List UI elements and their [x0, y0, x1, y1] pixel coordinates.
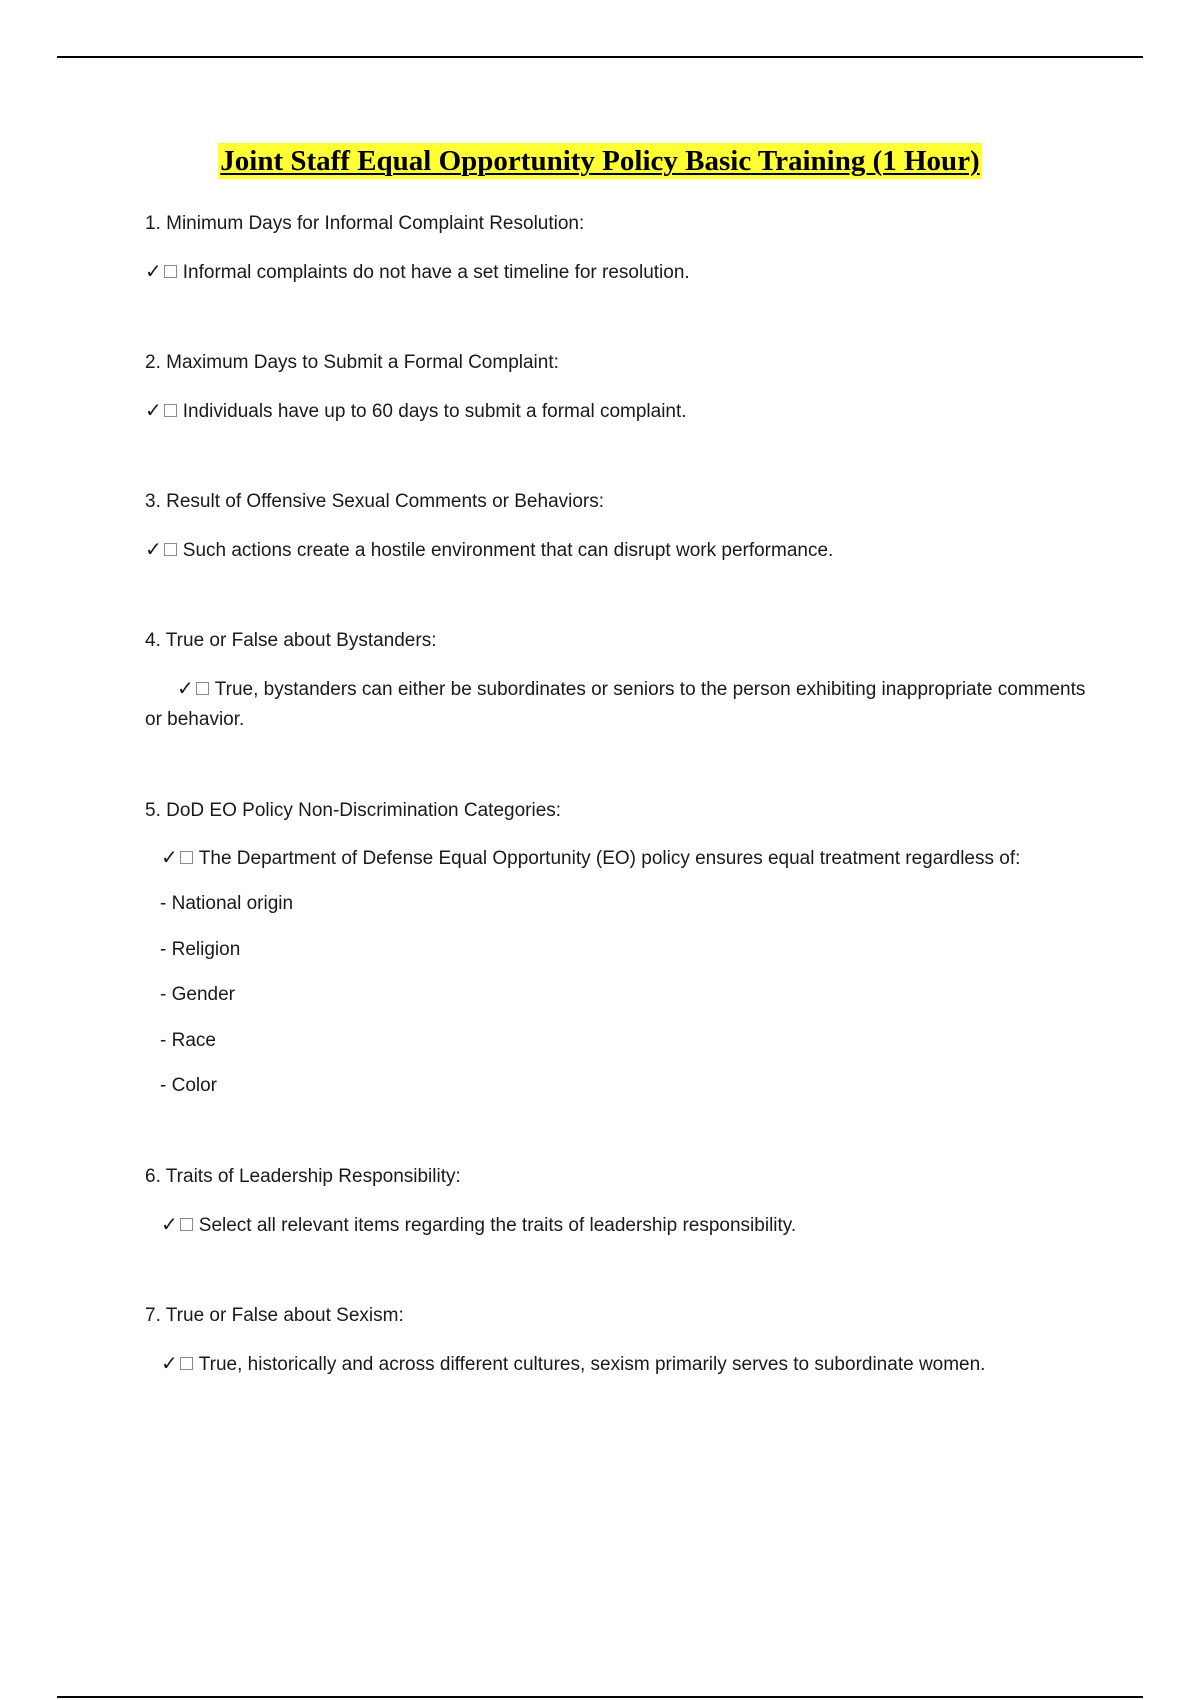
answer-1 — [145, 257, 1090, 288]
checkbox-icon — [180, 851, 193, 864]
document-title: Joint Staff Equal Opportunity Policy Basic Training (1 Hour) — [220, 145, 980, 177]
checkbox-icon — [180, 1218, 193, 1231]
question-3: 3. Result of Offensive Sexual Comments or Behaviors: — [145, 491, 605, 512]
question-5: 5. DoD EO Policy Non-Discrimination Categories: — [145, 800, 562, 821]
check-mark-icon: ✓ — [161, 1214, 178, 1236]
checkbox-icon — [196, 682, 209, 695]
check-mark-icon: ✓ — [161, 1353, 178, 1375]
top-rule — [57, 56, 1143, 58]
question-1: 1. Minimum Days for Informal Complaint Resolution: — [145, 213, 585, 234]
answer-4 — [145, 674, 1090, 735]
checkbox-icon — [164, 265, 177, 278]
answer-1-text: Informal complaints do not have a set timeline for resolution. — [182, 262, 690, 283]
answer-5-text: The Department of Defense Equal Opportunity (EO) policy ensures equal treatment regardless of: — [198, 848, 1021, 869]
question-6: 6. Traits of Leadership Responsibility: — [145, 1166, 461, 1187]
answer-2-text: Individuals have up to 60 days to submit a formal complaint. — [182, 401, 687, 422]
bottom-rule — [57, 1696, 1143, 1698]
category-national-origin: - National origin — [160, 893, 294, 914]
check-mark-icon: ✓ — [161, 847, 178, 869]
category-race: - Race — [160, 1030, 216, 1051]
question-4: 4. True or False about Bystanders: — [145, 630, 437, 651]
question-7: 7. True or False about Sexism: — [145, 1305, 404, 1326]
answer-3-text: Such actions create a hostile environment that can disrupt work performance. — [182, 540, 834, 561]
answer-4-text: True, bystanders can either be subordinates or seniors to the person exhibiting inappropriate comments or behavior. — [145, 679, 1086, 730]
category-color: - Color — [160, 1075, 218, 1096]
answer-3 — [145, 535, 1090, 566]
category-religion: - Religion — [160, 939, 241, 960]
answer-6 — [161, 1210, 1106, 1241]
answer-5 — [161, 843, 1101, 874]
check-mark-icon: ✓ — [177, 678, 194, 700]
check-mark-icon: ✓ — [145, 539, 162, 561]
answer-7 — [161, 1349, 1101, 1380]
checkbox-icon — [164, 543, 177, 556]
title-container — [0, 143, 1200, 179]
check-mark-icon: ✓ — [145, 261, 162, 283]
question-2: 2. Maximum Days to Submit a Formal Complaint: — [145, 352, 559, 373]
answer-6-text: Select all relevant items regarding the traits of leadership responsibility. — [198, 1215, 797, 1236]
answer-2 — [145, 396, 1090, 427]
checkbox-icon — [180, 1357, 193, 1370]
checkbox-icon — [164, 404, 177, 417]
category-gender: - Gender — [160, 984, 235, 1005]
answer-7-text: True, historically and across different cultures, sexism primarily serves to subordinate women. — [198, 1354, 986, 1375]
check-mark-icon: ✓ — [145, 400, 162, 422]
